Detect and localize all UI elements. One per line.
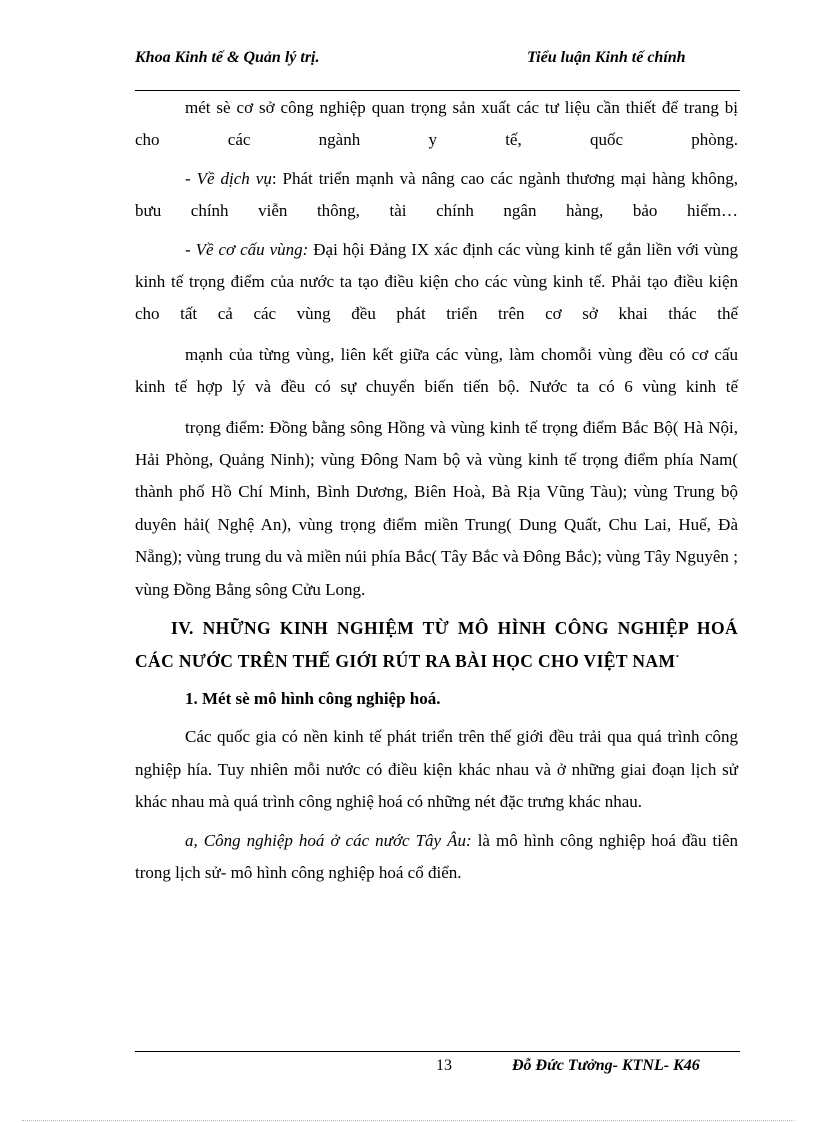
paragraph-key-regions: trọng điểm: Đồng bằng sông Hồng và vùng kinh tế trọng điểm Bắc Bộ( Hà Nội, Hải Phòng, Quảng Ninh); vùng Đông Nam bộ và vùng kinh tế trọng điểm phía Nam( thành phố Hồ Chí Minh, Bình Dương, Biên Hoà, Bà Rịa Vũng Tàu); vùng Trung bộ duyên hải( Nghệ An), vùng trọng điểm miền Trung( Dung Quất, Chu Lai, Huế, Đà Nẵng); vùng trung du và miền núi phía Bắc( Tây Bắc và Đông Bắc); vùng Tây Nguyên ; vùng Đồng Bằng sông Cửu Long. [135,417,738,599]
paragraph-industrialization: Các quốc gia có nền kinh tế phát triển trên thế giới đều trải qua quá trình công nghiệp hía. Tuy nhiên mỗi nước có điều kiện khác nhau và ở những giai đoạn lịch sử khác nhau mà quá trình công nghiệ hoá có những nét đặc trưng khác nhau. [135,727,738,812]
subsection-heading: 1. Mét sè mô hình công nghiệp hoá. [185,688,441,708]
paragraph-western-europe [135,825,738,890]
page-edge [22,1120,794,1121]
document-body [135,92,738,889]
header-faculty: Khoa Kinh tế & Quản lý trị. [135,49,320,66]
regions-label: - Về cơ cấu vùng: [185,239,309,259]
services-label: - Về dịch vụ [185,168,272,188]
paragraph-services [135,163,738,228]
header-divider [135,90,740,91]
page-header [135,48,740,88]
paragraph-regions [135,234,738,331]
western-europe-label: a, Công nghiệp hoá ở các nước Tây Âu: [185,830,472,850]
regions-text: Đại hội Đảng IX xác định các vùng kinh tế gắn liền với vùng kinh tế trọng điểm của nước ta tạo điều kiện cho các vùng kinh tế. Phải tạo điều kiện cho tất cả các vùng đều phát triển trên cơ sở khai thác thế [135,239,738,324]
heading-mark: · [675,648,680,663]
paragraph-industry: mét sè cơ sở công nghiệp quan trọng sản xuất các tư liệu cần thiết để trang bị cho các ngành y tế, quốc phòng. [135,98,738,150]
section-heading [135,612,738,677]
footer-divider [135,1051,740,1052]
header-title: Tiểu luận Kinh tế chính [527,49,686,66]
western-europe-text: là mô hình công nghiệp hoá đầu tiên trong lịch sử- mô hình công nghiệp hoá cổ điển. [135,830,738,882]
services-text: : Phát triển mạnh và nâng cao các ngành thương mại hàng không, bưu chính viễn thông, tài chính ngân hàng, bảo hiểm… [135,168,739,221]
section-heading-text: IV. NHỮNG KINH NGHIỆM TỪ MÔ HÌNH CÔNG NGHIỆP HOÁ CÁC NƯỚC TRÊN THẾ GIỚI RÚT RA BÀI HỌC CHO VIỆT NAM [135,618,738,671]
page-number: 13 [436,1057,452,1074]
footer-author: Đỗ Đức Tưởng- KTNL- K46 [512,1057,700,1074]
paragraph-regions-continued: mạnh của từng vùng, liên kết giữa các vùng, làm chomỗi vùng đều có cơ cấu kinh tế hợp lý và đều có sự chuyển biến tiến bộ. Nước ta có 6 vùng kinh tế [135,344,738,397]
